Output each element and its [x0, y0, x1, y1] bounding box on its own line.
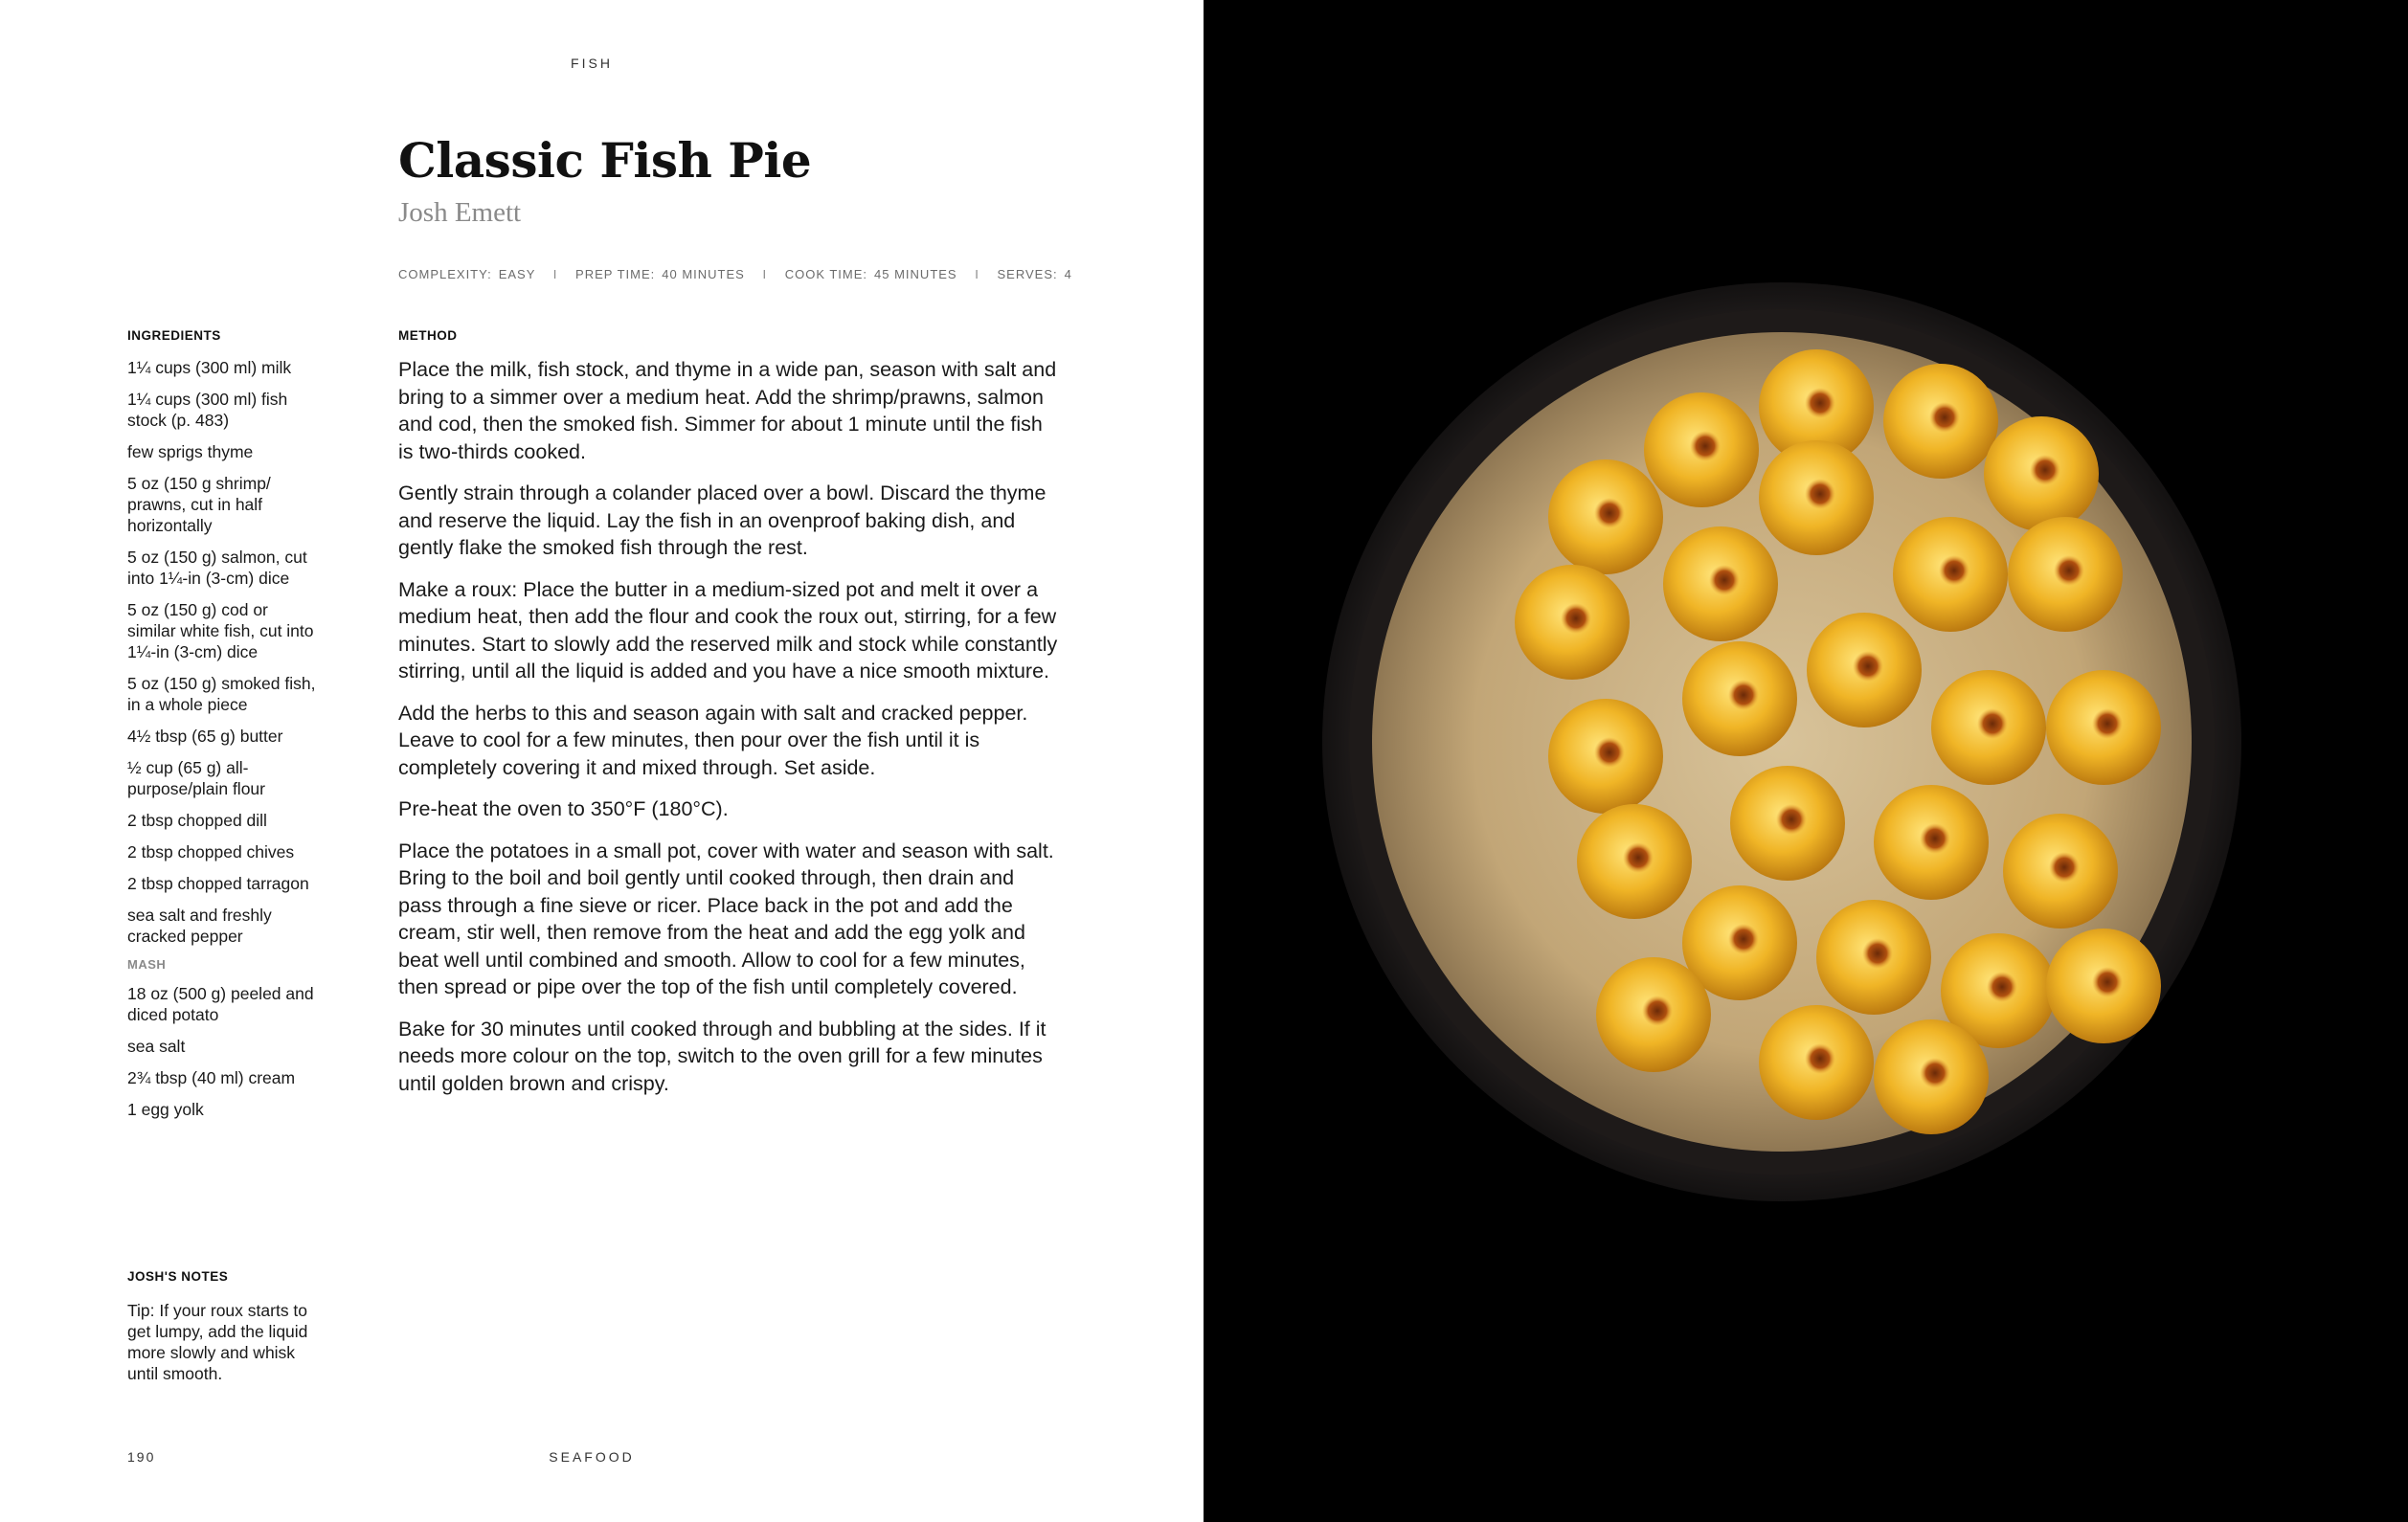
browned-tip [1939, 555, 1969, 586]
ingredient-item: sea salt and freshly cracked pepper [127, 906, 272, 946]
browned-tip [1623, 842, 1654, 873]
method-heading: METHOD [398, 328, 458, 343]
mash-item: 18 oz (500 g) peeled and diced potato [127, 984, 314, 1024]
ingredient-item: few sprigs thyme [127, 442, 254, 461]
browned-tip [2092, 967, 2123, 997]
ingredient-item: 2 tbsp chopped dill [127, 811, 267, 830]
ingredient-item: 2 tbsp chopped tarragon [127, 874, 309, 893]
browned-tip [1920, 1058, 1950, 1088]
ingredient-item: 1¼ cups (300 ml) fish stock (p. 483) [127, 390, 288, 430]
cook-time-value: 45 MINUTES [874, 267, 957, 281]
method-step: Bake for 30 minutes until cooked through and bubbling at the sides. If it needs more colour on the top, switch to the oven grill for a few minutes until golden brown and crispy. [398, 1017, 1046, 1095]
prep-time-value: 40 MINUTES [662, 267, 745, 281]
ingredients-column [127, 328, 319, 1130]
ingredient-item: 4½ tbsp (65 g) butter [127, 727, 283, 746]
browned-tip [1642, 996, 1673, 1026]
browned-tip [2054, 555, 2084, 586]
complexity-label: COMPLEXITY: [398, 267, 492, 281]
recipe-author: Josh Emett [398, 197, 522, 228]
ingredients-heading: INGREDIENTS [127, 328, 221, 343]
browned-tip [1805, 388, 1835, 418]
browned-tip [1920, 823, 1950, 854]
right-page [1204, 0, 2408, 1522]
ingredient-item: 5 oz (150 g) cod or similar white fish, cut into 1¼-in (3-cm) dice [127, 600, 314, 661]
method-step: Pre-heat the oven to 350°F (180°C). [398, 797, 729, 820]
mash-item: sea salt [127, 1037, 186, 1056]
browned-tip [1929, 402, 1960, 433]
recipe-title: Classic Fish Pie [398, 132, 812, 189]
browned-tip [2049, 852, 2080, 883]
meta-separator: I [975, 267, 979, 281]
method-column [398, 328, 1059, 1111]
browned-tip [1862, 938, 1893, 969]
method-step: Place the potatoes in a small pot, cover with water and season with salt. Bring to the boil and boil gently until cooked through, then drain and pass through a fine sieve or ricer. Place back in the pot and add the cream, stir well, then remove from the heat and add the egg yolk and beat well until combined and smooth. Allow to cool for a few minutes, then spread or pipe over the top of the fish until completely covered. [398, 839, 1054, 998]
method-step: Make a roux: Place the butter in a medium-sized pot and melt it over a medium heat, then add the flour and cook the roux out, stirring, for a few minutes. Start to slowly add the reserved milk and stock while constantly stirring, until all the liquid is added and you have a nice smooth mixture. [398, 577, 1058, 683]
fish-pie-dish-photo [1204, 0, 2408, 1522]
meta-separator: I [762, 267, 768, 281]
method-step: Add the herbs to this and season again with salt and cracked pepper. Leave to cool for a few minutes, then pour over the fish until it is completely covering it and mixed through. Set aside. [398, 701, 1028, 779]
browned-tip [1561, 603, 1591, 634]
ingredient-item: 2 tbsp chopped chives [127, 842, 295, 862]
mash-item: 2¾ tbsp (40 ml) cream [127, 1068, 296, 1087]
ingredient-item: 5 oz (150 g shrimp/ prawns, cut in half horizontally [127, 474, 271, 535]
cook-time-label: COOK TIME: [784, 267, 868, 281]
browned-tip [1728, 924, 1759, 954]
browned-tip [1853, 651, 1883, 682]
recipe-meta [398, 267, 1072, 281]
prep-time-label: PREP TIME: [575, 267, 656, 281]
running-head: FISH [571, 56, 613, 71]
notes-text: Tip: If your roux starts to get lumpy, add the liquid more slowly and whisk until smooth. [127, 1301, 308, 1383]
browned-tip [1728, 680, 1759, 710]
browned-tip [1690, 431, 1721, 461]
notes-heading: JOSH'S NOTES [127, 1269, 229, 1284]
method-step: Place the milk, fish stock, and thyme in a wide pan, season with salt and bring to a simmer over a medium heat. Add the shrimp/prawns, salmon and cod, then the smoked fish. Simmer for about 1 minute until the fish is two-thirds cooked. [398, 358, 1057, 463]
browned-tip [2092, 708, 2123, 739]
browned-tip [1805, 479, 1835, 509]
ingredient-item: 5 oz (150 g) smoked fish, in a whole piece [127, 674, 316, 714]
serves-value: 4 [1064, 267, 1072, 281]
mash-heading: MASH [127, 957, 167, 972]
browned-tip [1709, 565, 1740, 595]
browned-tip [1594, 737, 1625, 768]
ingredient-item: 1¼ cups (300 ml) milk [127, 358, 292, 377]
browned-tip [1594, 498, 1625, 528]
serves-label: SERVES: [997, 267, 1058, 281]
complexity-value: EASY [498, 267, 536, 281]
browned-tip [1805, 1043, 1835, 1074]
method-step: Gently strain through a colander placed over a bowl. Discard the thyme and reserve the liquid. Lay the fish in an ovenproof baking dish, and gently flake the smoked fish through the rest. [398, 481, 1046, 559]
chef-notes [127, 1269, 319, 1384]
meta-separator: I [552, 267, 558, 281]
running-foot: SEAFOOD [549, 1449, 635, 1465]
mash-item: 1 egg yolk [127, 1100, 204, 1119]
page-number: 190 [127, 1449, 156, 1465]
browned-tip [1776, 804, 1807, 835]
browned-tip [2030, 455, 2060, 485]
ingredient-item: ½ cup (65 g) all-purpose/plain flour [127, 758, 265, 798]
ingredient-item: 5 oz (150 g) salmon, cut into 1¼-in (3-cm) dice [127, 548, 307, 588]
browned-tip [1977, 708, 2008, 739]
browned-tip [1987, 972, 2017, 1002]
